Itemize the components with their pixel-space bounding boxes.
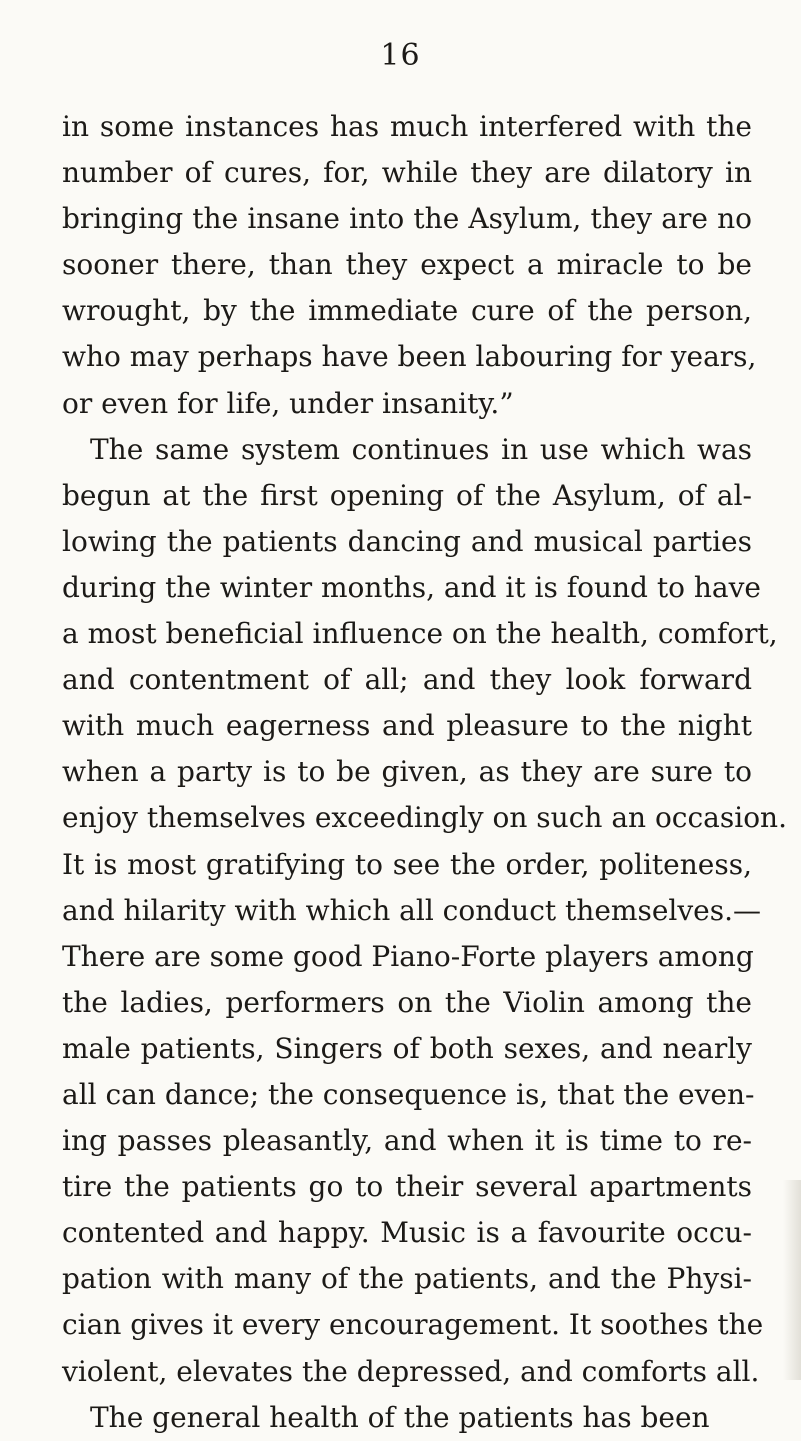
text-line: pation with many of the patients, and the Physi- [62, 1262, 752, 1296]
body-text [62, 104, 787, 1441]
page-edge-shadow [783, 1180, 801, 1380]
text-line: male patients, Singers of both sexes, and nearly [62, 1031, 752, 1065]
text-line: enjoy themselves exceedingly on such an occasion. [62, 801, 787, 835]
text-line: during the winter months, and it is found to have [62, 570, 761, 604]
text-line: or even for life, under insanity.” [62, 386, 514, 420]
text-line: There are some good Piano-Forte players among [62, 939, 754, 973]
text-line: sooner there, than they expect a miracle to be [62, 248, 752, 282]
text-line: wrought, by the immediate cure of the person, [62, 294, 752, 328]
text-line: all can dance; the consequence is, that the even- [62, 1077, 755, 1111]
text-line: and hilarity with which all conduct themselves.— [62, 893, 762, 927]
text-line: and contentment of all; and they look forward [62, 663, 752, 697]
text-line: bringing the insane into the Asylum, they are no [62, 202, 752, 236]
text-line: who may perhaps have been labouring for years, [62, 340, 757, 374]
text-line: with much eagerness and pleasure to the night [62, 709, 752, 743]
text-line: violent, elevates the depressed, and comforts all. [62, 1354, 760, 1388]
text-line: cian gives it every encouragement. It soothes the [62, 1308, 764, 1342]
text-line: It is most gratifying to see the order, politeness, [62, 847, 752, 881]
text-line: begun at the first opening of the Asylum, of al- [62, 478, 752, 512]
page-number: 16 [380, 38, 421, 73]
text-line: The general health of the patients has been [90, 1400, 710, 1434]
text-line: in some instances has much interfered with the [62, 110, 752, 143]
text-line: number of cures, for, while they are dilatory in [62, 156, 752, 190]
text-line: tire the patients go to their several apartments [62, 1170, 752, 1204]
text-line: the ladies, performers on the Violin among the [62, 985, 752, 1019]
text-line: contented and happy. Music is a favourite occu- [62, 1216, 752, 1250]
text-line: a most beneficial influence on the health, comfort, [62, 617, 778, 651]
text-line: lowing the patients dancing and musical parties [62, 524, 752, 558]
text-line: when a party is to be given, as they are sure to [62, 755, 752, 789]
text-line: ing passes pleasantly, and when it is time to re- [62, 1124, 752, 1158]
paragraph-start-line: The same system continues in use which was [90, 432, 752, 466]
